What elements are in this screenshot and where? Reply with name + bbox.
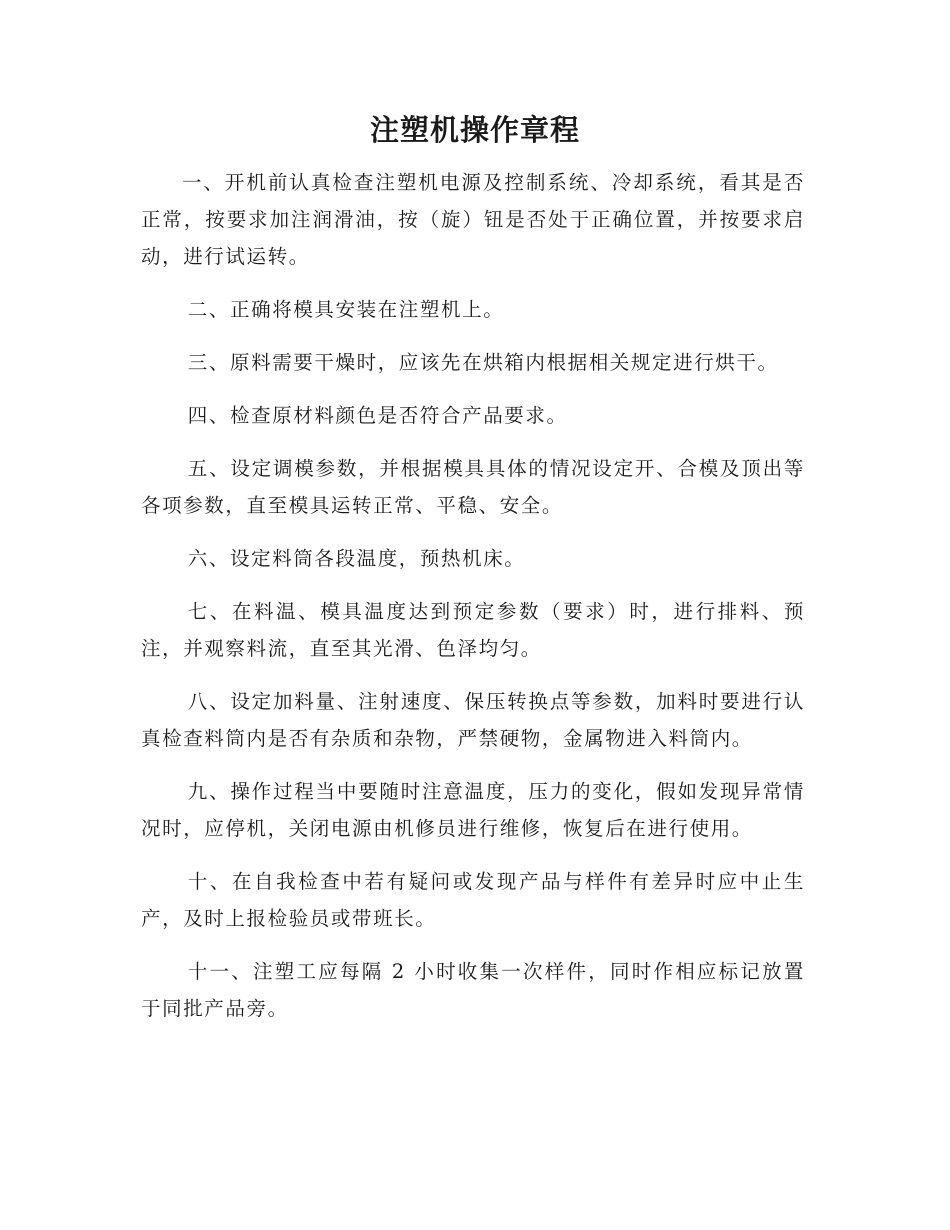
paragraph-6: 六、设定料筒各段温度，预热机床。 [187, 547, 526, 570]
paragraph-4: 四、检查原材料颜色是否符合产品要求。 [187, 404, 568, 427]
paragraph-7: 七、在料温、模具温度达到预定参数（要求）时，进行排料、预注，并观察料流，直至其光滑、色泽均匀。 [141, 600, 805, 660]
document-body [141, 164, 805, 1027]
paragraph-8: 八、设定加料量、注射速度、保压转换点等参数，加料时要进行认真检查料筒内是否有杂质和杂物，严禁硬物，金属物进入料筒内。 [141, 690, 805, 750]
paragraph-10: 十、在自我检查中若有疑问或发现产品与样件有差异时应中止生产，及时上报检验员或带班长。 [141, 870, 805, 930]
paragraph-1: 一、开机前认真检查注塑机电源及控制系统、冷却系统，看其是否正常，按要求加注润滑油，按（旋）钮是否处于正确位置，并按要求启动，进行试运转。 [141, 171, 805, 268]
paragraph-3: 三、原料需要干燥时，应该先在烘箱内根据相关规定进行烘干。 [187, 351, 779, 374]
paragraph-9: 九、操作过程当中要随时注意温度，压力的变化，假如发现异常情况时，应停机，关闭电源由机修员进行维修，恢复后在进行使用。 [141, 780, 805, 840]
paragraph-2: 二、正确将模具安装在注塑机上。 [187, 298, 505, 321]
paragraph-11: 十一、注塑工应每隔 2 小时收集一次样件，同时作相应标记放置于同批产品旁。 [141, 960, 805, 1020]
paragraph-5: 五、设定调模参数，并根据模具具体的情况设定开、合模及顶出等各项参数，直至模具运转正常、平稳、安全。 [141, 457, 805, 517]
document-title: 注塑机操作章程 [369, 113, 580, 147]
